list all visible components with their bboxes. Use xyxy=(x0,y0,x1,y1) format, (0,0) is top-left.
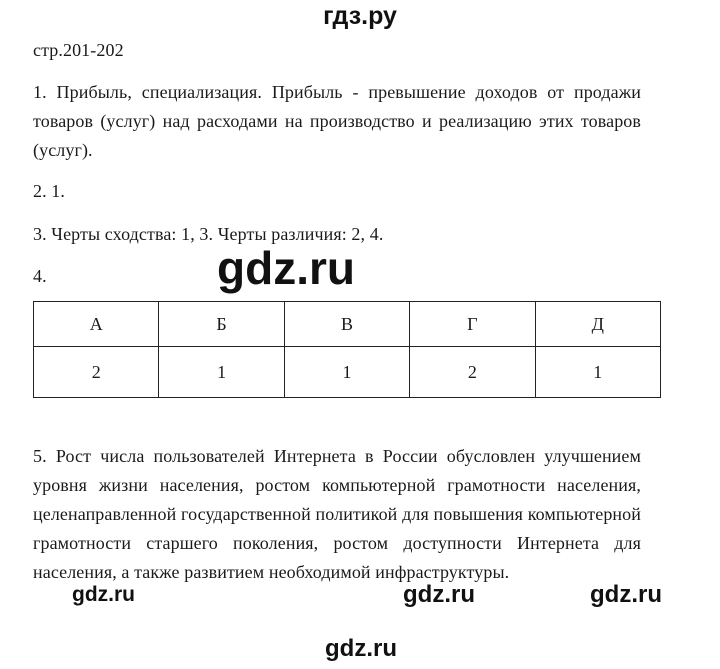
table-cell: 2 xyxy=(410,347,535,398)
table-cell: 1 xyxy=(284,347,409,398)
table-header-cell: Б xyxy=(159,302,284,347)
table-cell: 1 xyxy=(535,347,660,398)
table-header-row xyxy=(34,302,661,347)
table-header-cell: В xyxy=(284,302,409,347)
answer-4-label: 4. xyxy=(33,266,47,286)
answer-5: 5. Рост числа пользователей Интернета в России обусловлен улучшением уровня жизни населения, ростом компьютерной грамотности населения, целенаправленной государственной политикой для повышения компьютерной грамотности старшего поколения, ростом доступности Интернета для населения, а также развитием необходимой инфраструктуры. xyxy=(33,446,641,582)
watermark-small-right: gdz.ru xyxy=(590,581,662,608)
answer-table xyxy=(33,301,661,398)
table-cell: 1 xyxy=(159,347,284,398)
page-reference: стр.201-202 xyxy=(33,40,124,60)
watermark-bottom: gdz.ru xyxy=(325,635,397,662)
site-title: гдз.ру xyxy=(323,2,397,30)
table-row xyxy=(34,347,661,398)
answer-3: 3. Черты сходства: 1, 3. Черты различия: 2, 4. xyxy=(33,224,384,244)
table-header-cell: Г xyxy=(410,302,535,347)
watermark-small-mid: gdz.ru xyxy=(403,581,475,608)
table-header-cell: А xyxy=(34,302,159,347)
table-header-cell: Д xyxy=(535,302,660,347)
answer-2: 2. 1. xyxy=(33,181,65,201)
answer-1: 1. Прибыль, специализация. Прибыль - превышение доходов от продажи товаров (услуг) над расходами на производство и реализацию этих товаров (услуг). xyxy=(33,82,641,160)
watermark-small-left: gdz.ru xyxy=(72,583,135,606)
table-cell: 2 xyxy=(34,347,159,398)
watermark-large: gdz.ru xyxy=(217,242,355,294)
